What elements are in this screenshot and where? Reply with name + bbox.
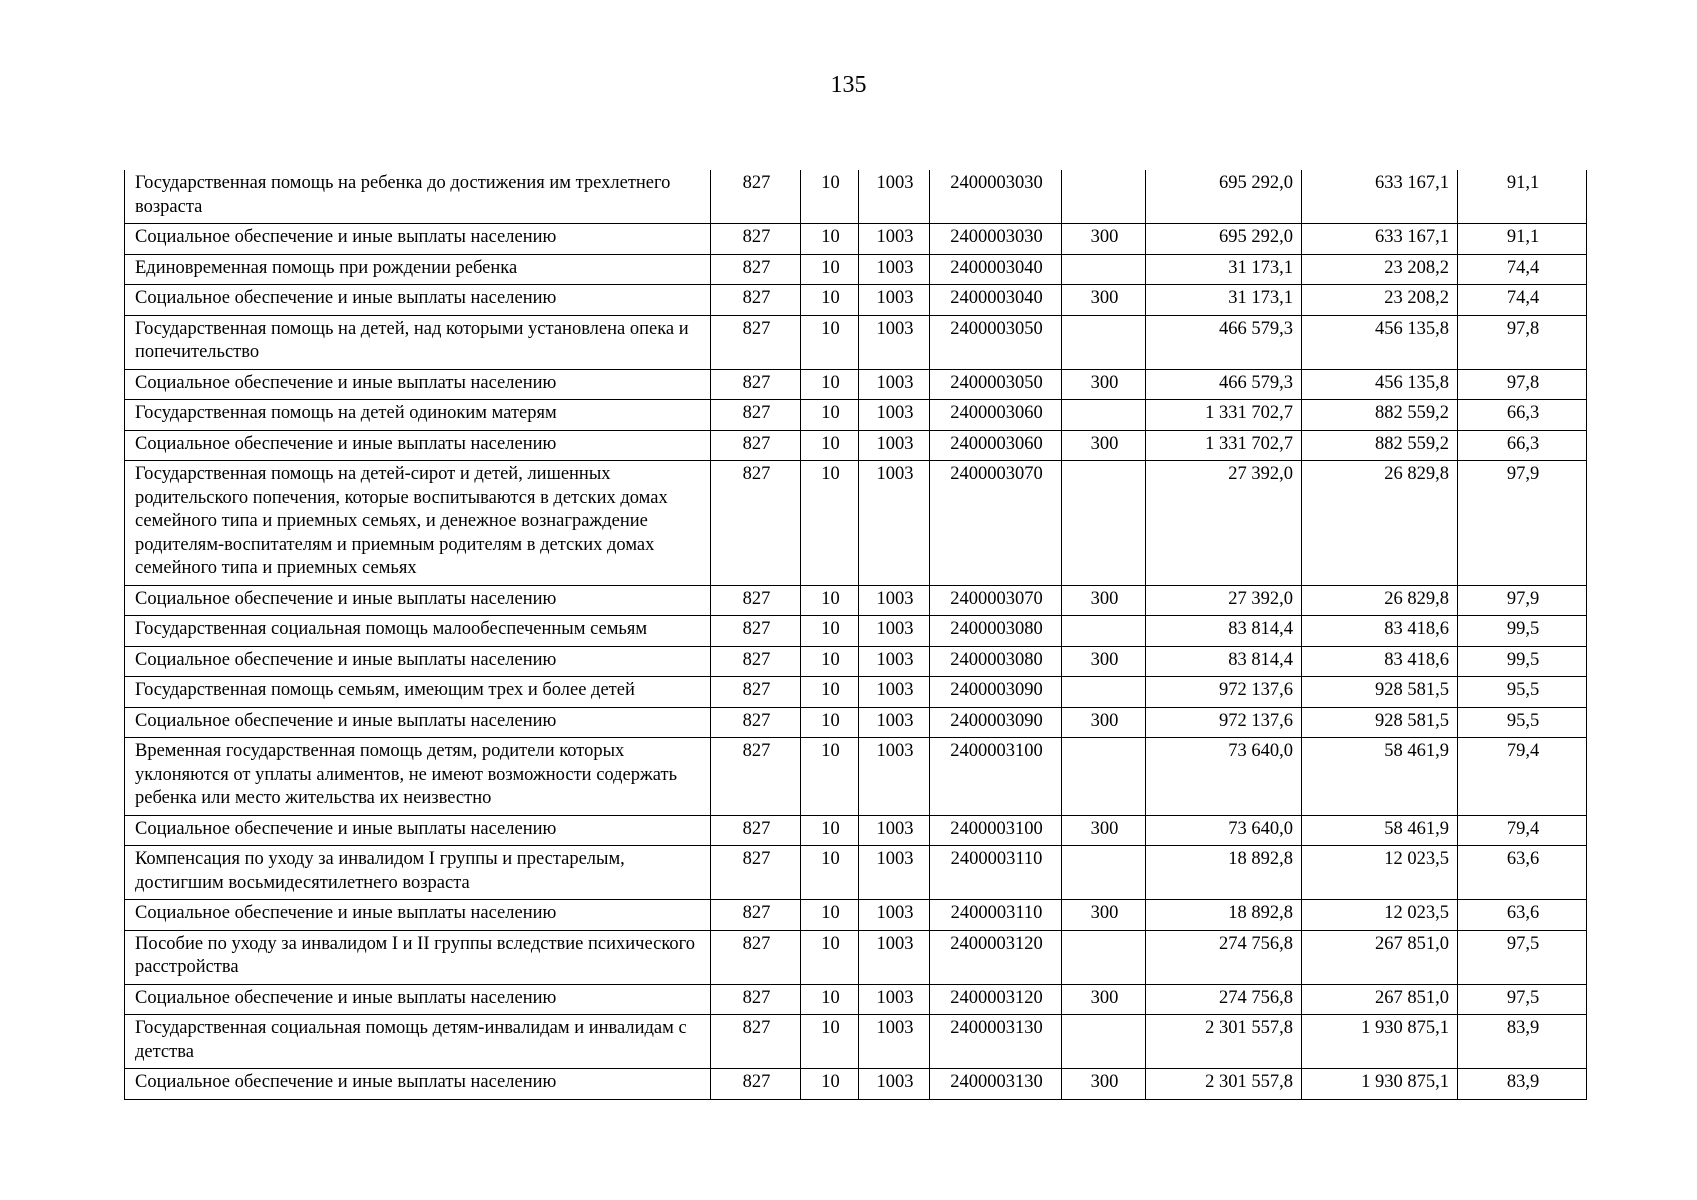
target-article-code-cell: 2400003030 <box>930 170 1062 224</box>
table-row <box>125 900 1587 931</box>
planned-amount-cell: 466 579,3 <box>1146 369 1302 400</box>
target-article-code-cell: 2400003090 <box>930 677 1062 708</box>
subsection-code-cell: 1003 <box>859 285 930 316</box>
table-row <box>125 616 1587 647</box>
actual-amount-cell: 58 461,9 <box>1302 815 1458 846</box>
planned-amount-cell: 972 137,6 <box>1146 677 1302 708</box>
department-code-cell: 827 <box>711 707 801 738</box>
item-name-cell: Социальное обеспечение и иные выплаты населению <box>125 815 711 846</box>
section-code-cell: 10 <box>801 1069 859 1100</box>
execution-percent-cell: 99,5 <box>1458 616 1587 647</box>
item-name-cell: Социальное обеспечение и иные выплаты населению <box>125 984 711 1015</box>
table-row <box>125 400 1587 431</box>
subsection-code-cell: 1003 <box>859 930 930 984</box>
actual-amount-cell: 456 135,8 <box>1302 315 1458 369</box>
subsection-code-cell: 1003 <box>859 400 930 431</box>
actual-amount-cell: 928 581,5 <box>1302 677 1458 708</box>
table-row <box>125 707 1587 738</box>
item-name-cell: Социальное обеспечение и иные выплаты населению <box>125 285 711 316</box>
expense-type-code-cell <box>1062 846 1146 900</box>
execution-percent-cell: 95,5 <box>1458 707 1587 738</box>
section-code-cell: 10 <box>801 461 859 586</box>
planned-amount-cell: 274 756,8 <box>1146 930 1302 984</box>
department-code-cell: 827 <box>711 846 801 900</box>
execution-percent-cell: 97,8 <box>1458 315 1587 369</box>
department-code-cell: 827 <box>711 585 801 616</box>
expense-type-code-cell <box>1062 930 1146 984</box>
actual-amount-cell: 58 461,9 <box>1302 738 1458 816</box>
department-code-cell: 827 <box>711 930 801 984</box>
subsection-code-cell: 1003 <box>859 585 930 616</box>
expense-type-code-cell <box>1062 315 1146 369</box>
execution-percent-cell: 83,9 <box>1458 1015 1587 1069</box>
target-article-code-cell: 2400003050 <box>930 369 1062 400</box>
subsection-code-cell: 1003 <box>859 224 930 255</box>
table-row <box>125 461 1587 586</box>
planned-amount-cell: 695 292,0 <box>1146 170 1302 224</box>
target-article-code-cell: 2400003120 <box>930 930 1062 984</box>
target-article-code-cell: 2400003030 <box>930 224 1062 255</box>
subsection-code-cell: 1003 <box>859 738 930 816</box>
section-code-cell: 10 <box>801 430 859 461</box>
department-code-cell: 827 <box>711 170 801 224</box>
planned-amount-cell: 466 579,3 <box>1146 315 1302 369</box>
execution-percent-cell: 66,3 <box>1458 400 1587 431</box>
planned-amount-cell: 27 392,0 <box>1146 461 1302 586</box>
planned-amount-cell: 83 814,4 <box>1146 616 1302 647</box>
target-article-code-cell: 2400003060 <box>930 400 1062 431</box>
department-code-cell: 827 <box>711 461 801 586</box>
expense-type-code-cell <box>1062 738 1146 816</box>
department-code-cell: 827 <box>711 984 801 1015</box>
expense-type-code-cell: 300 <box>1062 585 1146 616</box>
expense-type-code-cell <box>1062 616 1146 647</box>
table-row <box>125 224 1587 255</box>
actual-amount-cell: 83 418,6 <box>1302 646 1458 677</box>
department-code-cell: 827 <box>711 646 801 677</box>
planned-amount-cell: 83 814,4 <box>1146 646 1302 677</box>
execution-percent-cell: 97,8 <box>1458 369 1587 400</box>
expense-type-code-cell: 300 <box>1062 430 1146 461</box>
target-article-code-cell: 2400003090 <box>930 707 1062 738</box>
table-row <box>125 585 1587 616</box>
planned-amount-cell: 18 892,8 <box>1146 846 1302 900</box>
actual-amount-cell: 928 581,5 <box>1302 707 1458 738</box>
subsection-code-cell: 1003 <box>859 707 930 738</box>
target-article-code-cell: 2400003130 <box>930 1069 1062 1100</box>
table-row <box>125 254 1587 285</box>
expense-type-code-cell: 300 <box>1062 815 1146 846</box>
item-name-cell: Социальное обеспечение и иные выплаты населению <box>125 1069 711 1100</box>
planned-amount-cell: 695 292,0 <box>1146 224 1302 255</box>
target-article-code-cell: 2400003110 <box>930 900 1062 931</box>
subsection-code-cell: 1003 <box>859 984 930 1015</box>
expense-type-code-cell: 300 <box>1062 707 1146 738</box>
execution-percent-cell: 97,5 <box>1458 930 1587 984</box>
table-row <box>125 930 1587 984</box>
actual-amount-cell: 12 023,5 <box>1302 846 1458 900</box>
item-name-cell: Временная государственная помощь детям, родители которых уклоняются от уплаты алиментов, не имеют возможности содержать ребенка или место жительства их неизвестно <box>125 738 711 816</box>
subsection-code-cell: 1003 <box>859 170 930 224</box>
table-row <box>125 984 1587 1015</box>
actual-amount-cell: 12 023,5 <box>1302 900 1458 931</box>
target-article-code-cell: 2400003050 <box>930 315 1062 369</box>
planned-amount-cell: 27 392,0 <box>1146 585 1302 616</box>
section-code-cell: 10 <box>801 677 859 708</box>
subsection-code-cell: 1003 <box>859 900 930 931</box>
execution-percent-cell: 66,3 <box>1458 430 1587 461</box>
item-name-cell: Государственная социальная помощь детям-инвалидам и инвалидам с детства <box>125 1015 711 1069</box>
planned-amount-cell: 18 892,8 <box>1146 900 1302 931</box>
execution-percent-cell: 97,9 <box>1458 461 1587 586</box>
department-code-cell: 827 <box>711 815 801 846</box>
subsection-code-cell: 1003 <box>859 677 930 708</box>
execution-percent-cell: 79,4 <box>1458 738 1587 816</box>
target-article-code-cell: 2400003080 <box>930 616 1062 647</box>
execution-percent-cell: 74,4 <box>1458 285 1587 316</box>
subsection-code-cell: 1003 <box>859 461 930 586</box>
expense-type-code-cell: 300 <box>1062 285 1146 316</box>
section-code-cell: 10 <box>801 315 859 369</box>
planned-amount-cell: 1 331 702,7 <box>1146 430 1302 461</box>
table-row <box>125 285 1587 316</box>
actual-amount-cell: 882 559,2 <box>1302 430 1458 461</box>
planned-amount-cell: 2 301 557,8 <box>1146 1015 1302 1069</box>
subsection-code-cell: 1003 <box>859 846 930 900</box>
item-name-cell: Социальное обеспечение и иные выплаты населению <box>125 900 711 931</box>
target-article-code-cell: 2400003120 <box>930 984 1062 1015</box>
section-code-cell: 10 <box>801 224 859 255</box>
expense-type-code-cell <box>1062 461 1146 586</box>
execution-percent-cell: 97,5 <box>1458 984 1587 1015</box>
actual-amount-cell: 26 829,8 <box>1302 461 1458 586</box>
item-name-cell: Государственная помощь на детей одиноким матерям <box>125 400 711 431</box>
department-code-cell: 827 <box>711 430 801 461</box>
planned-amount-cell: 274 756,8 <box>1146 984 1302 1015</box>
expense-type-code-cell: 300 <box>1062 646 1146 677</box>
table-row <box>125 315 1587 369</box>
actual-amount-cell: 456 135,8 <box>1302 369 1458 400</box>
execution-percent-cell: 63,6 <box>1458 900 1587 931</box>
department-code-cell: 827 <box>711 369 801 400</box>
actual-amount-cell: 23 208,2 <box>1302 254 1458 285</box>
planned-amount-cell: 31 173,1 <box>1146 285 1302 316</box>
item-name-cell: Государственная социальная помощь малообеспеченным семьям <box>125 616 711 647</box>
table-row <box>125 738 1587 816</box>
table-row <box>125 170 1587 224</box>
item-name-cell: Социальное обеспечение и иные выплаты населению <box>125 646 711 677</box>
expense-type-code-cell: 300 <box>1062 1069 1146 1100</box>
item-name-cell: Компенсация по уходу за инвалидом I группы и престарелым, достигшим восьмидесятилетнего возраста <box>125 846 711 900</box>
subsection-code-cell: 1003 <box>859 1015 930 1069</box>
section-code-cell: 10 <box>801 738 859 816</box>
execution-percent-cell: 99,5 <box>1458 646 1587 677</box>
target-article-code-cell: 2400003080 <box>930 646 1062 677</box>
target-article-code-cell: 2400003070 <box>930 461 1062 586</box>
table-row <box>125 369 1587 400</box>
planned-amount-cell: 1 331 702,7 <box>1146 400 1302 431</box>
target-article-code-cell: 2400003040 <box>930 285 1062 316</box>
subsection-code-cell: 1003 <box>859 1069 930 1100</box>
department-code-cell: 827 <box>711 400 801 431</box>
actual-amount-cell: 1 930 875,1 <box>1302 1015 1458 1069</box>
expense-type-code-cell: 300 <box>1062 984 1146 1015</box>
section-code-cell: 10 <box>801 984 859 1015</box>
item-name-cell: Социальное обеспечение и иные выплаты населению <box>125 430 711 461</box>
actual-amount-cell: 882 559,2 <box>1302 400 1458 431</box>
item-name-cell: Социальное обеспечение и иные выплаты населению <box>125 369 711 400</box>
actual-amount-cell: 1 930 875,1 <box>1302 1069 1458 1100</box>
execution-percent-cell: 74,4 <box>1458 254 1587 285</box>
department-code-cell: 827 <box>711 224 801 255</box>
expense-type-code-cell: 300 <box>1062 224 1146 255</box>
item-name-cell: Социальное обеспечение и иные выплаты населению <box>125 224 711 255</box>
target-article-code-cell: 2400003060 <box>930 430 1062 461</box>
expense-type-code-cell: 300 <box>1062 900 1146 931</box>
subsection-code-cell: 1003 <box>859 430 930 461</box>
subsection-code-cell: 1003 <box>859 616 930 647</box>
subsection-code-cell: 1003 <box>859 815 930 846</box>
department-code-cell: 827 <box>711 254 801 285</box>
section-code-cell: 10 <box>801 646 859 677</box>
subsection-code-cell: 1003 <box>859 315 930 369</box>
actual-amount-cell: 633 167,1 <box>1302 224 1458 255</box>
section-code-cell: 10 <box>801 585 859 616</box>
target-article-code-cell: 2400003110 <box>930 846 1062 900</box>
section-code-cell: 10 <box>801 254 859 285</box>
actual-amount-cell: 26 829,8 <box>1302 585 1458 616</box>
department-code-cell: 827 <box>711 285 801 316</box>
execution-percent-cell: 63,6 <box>1458 846 1587 900</box>
section-code-cell: 10 <box>801 369 859 400</box>
table-row <box>125 1069 1587 1100</box>
actual-amount-cell: 633 167,1 <box>1302 170 1458 224</box>
expense-type-code-cell <box>1062 1015 1146 1069</box>
expense-type-code-cell <box>1062 170 1146 224</box>
section-code-cell: 10 <box>801 900 859 931</box>
planned-amount-cell: 31 173,1 <box>1146 254 1302 285</box>
department-code-cell: 827 <box>711 738 801 816</box>
target-article-code-cell: 2400003100 <box>930 738 1062 816</box>
expense-type-code-cell: 300 <box>1062 369 1146 400</box>
subsection-code-cell: 1003 <box>859 369 930 400</box>
subsection-code-cell: 1003 <box>859 254 930 285</box>
table-row <box>125 677 1587 708</box>
section-code-cell: 10 <box>801 170 859 224</box>
execution-percent-cell: 95,5 <box>1458 677 1587 708</box>
item-name-cell: Государственная помощь на детей, над которыми установлена опека и попечительство <box>125 315 711 369</box>
execution-percent-cell: 91,1 <box>1458 224 1587 255</box>
department-code-cell: 827 <box>711 315 801 369</box>
section-code-cell: 10 <box>801 846 859 900</box>
section-code-cell: 10 <box>801 815 859 846</box>
department-code-cell: 827 <box>711 616 801 647</box>
item-name-cell: Социальное обеспечение и иные выплаты населению <box>125 585 711 616</box>
budget-table <box>124 170 1587 1100</box>
target-article-code-cell: 2400003070 <box>930 585 1062 616</box>
department-code-cell: 827 <box>711 677 801 708</box>
execution-percent-cell: 97,9 <box>1458 585 1587 616</box>
target-article-code-cell: 2400003040 <box>930 254 1062 285</box>
section-code-cell: 10 <box>801 616 859 647</box>
table-row <box>125 646 1587 677</box>
target-article-code-cell: 2400003130 <box>930 1015 1062 1069</box>
item-name-cell: Государственная помощь семьям, имеющим трех и более детей <box>125 677 711 708</box>
item-name-cell: Единовременная помощь при рождении ребенка <box>125 254 711 285</box>
planned-amount-cell: 972 137,6 <box>1146 707 1302 738</box>
execution-percent-cell: 91,1 <box>1458 170 1587 224</box>
section-code-cell: 10 <box>801 285 859 316</box>
expense-type-code-cell <box>1062 400 1146 431</box>
department-code-cell: 827 <box>711 900 801 931</box>
target-article-code-cell: 2400003100 <box>930 815 1062 846</box>
expense-type-code-cell <box>1062 254 1146 285</box>
actual-amount-cell: 83 418,6 <box>1302 616 1458 647</box>
section-code-cell: 10 <box>801 1015 859 1069</box>
table-body <box>125 170 1587 1099</box>
item-name-cell: Пособие по уходу за инвалидом I и II группы вследствие психического расстройства <box>125 930 711 984</box>
table-row <box>125 815 1587 846</box>
section-code-cell: 10 <box>801 707 859 738</box>
actual-amount-cell: 267 851,0 <box>1302 984 1458 1015</box>
planned-amount-cell: 73 640,0 <box>1146 738 1302 816</box>
planned-amount-cell: 73 640,0 <box>1146 815 1302 846</box>
page-number: 135 <box>830 72 867 98</box>
section-code-cell: 10 <box>801 400 859 431</box>
department-code-cell: 827 <box>711 1069 801 1100</box>
execution-percent-cell: 83,9 <box>1458 1069 1587 1100</box>
table-row <box>125 846 1587 900</box>
item-name-cell: Государственная помощь на детей-сирот и детей, лишенных родительского попечения, которые воспитываются в детских домах семейного типа и приемных семьях, и денежное вознаграждение родителям-воспитателям и приемным родителям в детских домах семейного типа и приемных семьях <box>125 461 711 586</box>
section-code-cell: 10 <box>801 930 859 984</box>
planned-amount-cell: 2 301 557,8 <box>1146 1069 1302 1100</box>
table-row <box>125 430 1587 461</box>
actual-amount-cell: 23 208,2 <box>1302 285 1458 316</box>
item-name-cell: Социальное обеспечение и иные выплаты населению <box>125 707 711 738</box>
execution-percent-cell: 79,4 <box>1458 815 1587 846</box>
department-code-cell: 827 <box>711 1015 801 1069</box>
expense-type-code-cell <box>1062 677 1146 708</box>
actual-amount-cell: 267 851,0 <box>1302 930 1458 984</box>
table-row <box>125 1015 1587 1069</box>
subsection-code-cell: 1003 <box>859 646 930 677</box>
item-name-cell: Государственная помощь на ребенка до достижения им трехлетнего возраста <box>125 170 711 224</box>
